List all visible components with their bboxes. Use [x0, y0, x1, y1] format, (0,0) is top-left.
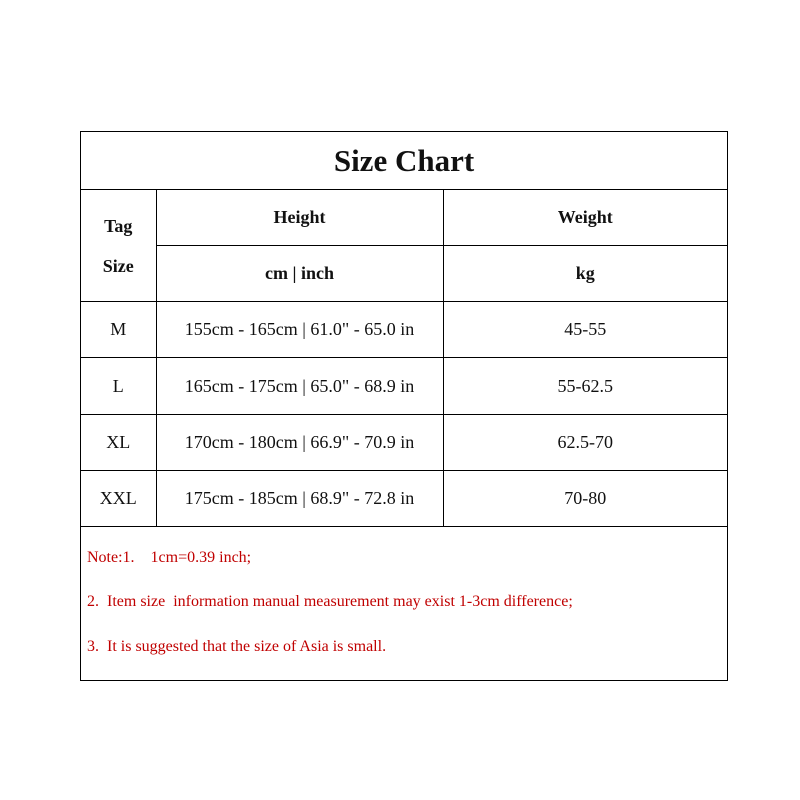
chart-title: Size Chart	[81, 132, 727, 190]
tag-cell: M	[81, 302, 156, 358]
table-row	[81, 358, 727, 415]
height-cell: 175cm - 185cm | 68.9" - 72.8 in	[156, 471, 443, 527]
note-1: Note:1. 1cm=0.39 inch;	[87, 549, 252, 566]
height-cell: 155cm - 165cm | 61.0" - 65.0 in	[156, 302, 443, 358]
table-row	[81, 302, 727, 358]
size-table-wrapper	[81, 189, 727, 527]
tag-header-label: Tag	[104, 215, 133, 236]
height-cell: 165cm - 175cm | 65.0" - 68.9 in	[156, 358, 443, 415]
weight-cell: 70-80	[443, 471, 727, 527]
size-chart	[80, 131, 728, 681]
size-table	[81, 189, 727, 527]
weight-cell: 55-62.5	[443, 358, 727, 415]
weight-cell: 62.5-70	[443, 415, 727, 471]
table-row	[81, 415, 727, 471]
note-3: 3. It is suggested that the size of Asia is small.	[87, 638, 387, 655]
height-cell: 170cm - 180cm | 66.9" - 70.9 in	[156, 415, 443, 471]
notes-section	[81, 527, 727, 680]
size-header-label: Size	[102, 255, 134, 276]
weight-header: Weight	[443, 190, 727, 246]
table-row	[81, 471, 727, 527]
height-header: Height	[156, 190, 443, 246]
weight-cell: 45-55	[443, 302, 727, 358]
tag-cell: XL	[81, 415, 156, 471]
header-row-1	[81, 190, 727, 246]
tag-cell: L	[81, 358, 156, 415]
note-2: 2. Item size information manual measurement may exist 1-3cm difference;	[87, 593, 573, 610]
header-row-2	[81, 246, 727, 302]
tag-size-header	[81, 190, 156, 302]
tag-cell: XXL	[81, 471, 156, 527]
height-unit-header: cm | inch	[156, 246, 443, 302]
weight-unit-header: kg	[443, 246, 727, 302]
